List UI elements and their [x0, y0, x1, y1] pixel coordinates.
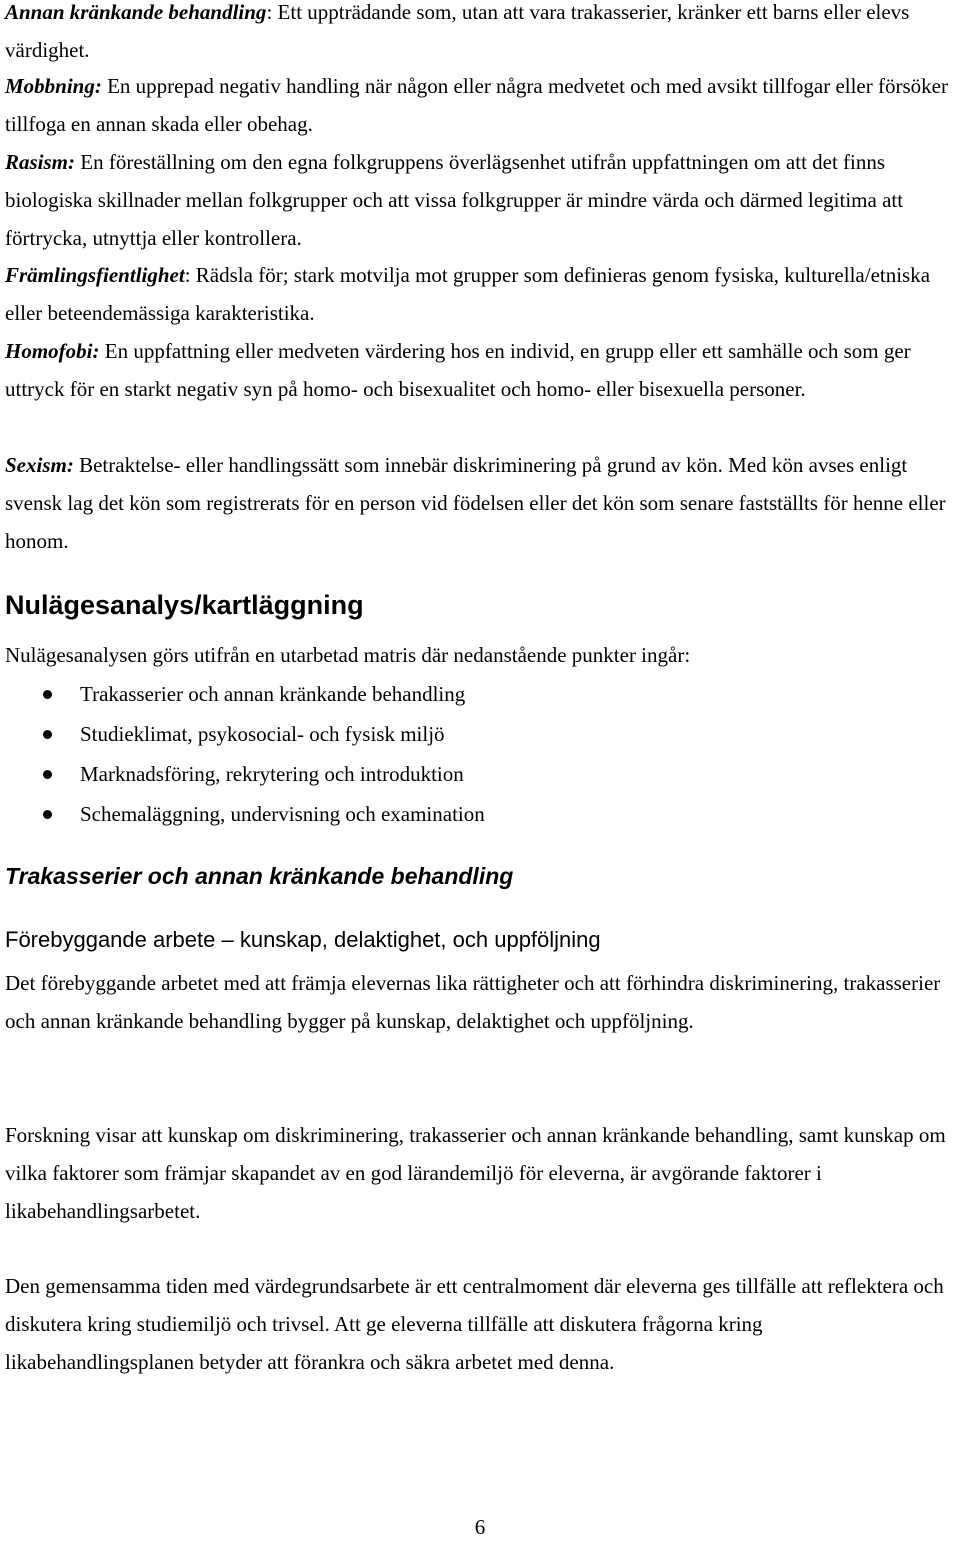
definition-rasism	[5, 143, 955, 257]
list-item-text: Studieklimat, psykosocial- och fysisk miljö	[80, 722, 445, 746]
subsection-heading: Trakasserier och annan kränkande behandling	[5, 863, 514, 889]
list-item-text: Trakasserier och annan kränkande behandling	[80, 682, 466, 706]
list-item-text: Schemaläggning, undervisning och examination	[80, 802, 485, 826]
definition-term: Mobbning:	[5, 74, 102, 98]
bullet-icon	[43, 730, 52, 739]
bullet-icon	[43, 770, 52, 779]
paragraph: Forskning visar att kunskap om diskriminering, trakasserier och annan kränkande behandling, samt kunskap om vilka faktorer som främjar skapandet av en god lärandemiljö för eleverna, är avgörande faktorer i likabehandlingsarbetet.	[5, 1123, 946, 1223]
paragraph: Den gemensamma tiden med värdegrundsarbete är ett centralmoment där eleverna ges tillfälle att reflektera och diskutera kring studiemiljö och trivsel. Att ge eleverna tillfälle att diskutera frågorna kring likabehandlingsplanen betyder att förankra och säkra arbetet med denna.	[5, 1274, 944, 1374]
list-item	[5, 794, 955, 834]
definition-framlingsfientlighet	[5, 256, 955, 332]
definition-sexism	[5, 446, 955, 560]
definition-term: Annan kränkande behandling	[5, 0, 267, 24]
definition-term: Sexism:	[5, 453, 74, 477]
bullet-icon	[43, 690, 52, 699]
list-item-text: Marknadsföring, rekrytering och introduktion	[80, 762, 464, 786]
definition-text: Rädsla för; stark motvilja mot grupper som definieras genom fysiska, kulturella/etniska eller beteendemässiga karakteristika.	[5, 263, 931, 325]
definition-text: Betraktelse- eller handlingssätt som innebär diskriminering på grund av kön. Med kön avses enligt svensk lag det kön som registrerats för en person vid födelsen eller det kön som senare fastställts för henne eller honom.	[5, 453, 946, 553]
list-item	[5, 754, 955, 794]
definition-mobbning	[5, 67, 955, 143]
definition-text: En upprepad negativ handling när någon eller några medvetet och med avsikt tillfogar eller försöker tillfoga en annan skada eller obehag.	[5, 74, 948, 136]
definition-annan-krankande	[5, 0, 955, 69]
list-item	[5, 674, 955, 714]
definition-term: Främlingsfientlighet	[5, 263, 185, 287]
definition-text: Ett uppträdande som, utan att vara trakasserier, kränker ett barns eller elevs värdighet.	[5, 0, 910, 62]
definition-sep: :	[184, 263, 191, 287]
definition-text: En uppfattning eller medveten värdering hos en individ, en grupp eller ett samhälle och som ger uttryck för en starkt negativ syn på homo- och bisexualitet och homo- eller bisexuella personer.	[5, 339, 911, 401]
subsection-subheading: Förebyggande arbete – kunskap, delaktighet, och uppföljning	[5, 927, 601, 952]
definition-term: Homofobi:	[5, 339, 100, 363]
section-intro: Nulägesanalysen görs utifrån en utarbetad matris där nedanstående punkter ingår:	[5, 643, 691, 667]
bullet-icon	[43, 810, 52, 819]
paragraph: Det förebyggande arbetet med att främja elevernas lika rättigheter och att förhindra diskriminering, trakasserier och annan kränkande behandling bygger på kunskap, delaktighet och uppföljning.	[5, 971, 941, 1033]
section-heading: Nulägesanalys/kartläggning	[5, 590, 364, 620]
definition-text: En föreställning om den egna folkgruppens överlägsenhet utifrån uppfattningen om att det finns biologiska skillnader mellan folkgrupper och att vissa folkgrupper är mindre värda och därmed legitima att förtrycka, utnyttja eller kontrollera.	[5, 150, 904, 250]
definition-sep: :	[266, 0, 273, 24]
list-item	[5, 714, 955, 754]
definition-term: Rasism:	[5, 150, 76, 174]
page-number: 6	[474, 1515, 486, 1539]
bullet-list	[5, 674, 955, 834]
definition-homofobi	[5, 332, 955, 408]
